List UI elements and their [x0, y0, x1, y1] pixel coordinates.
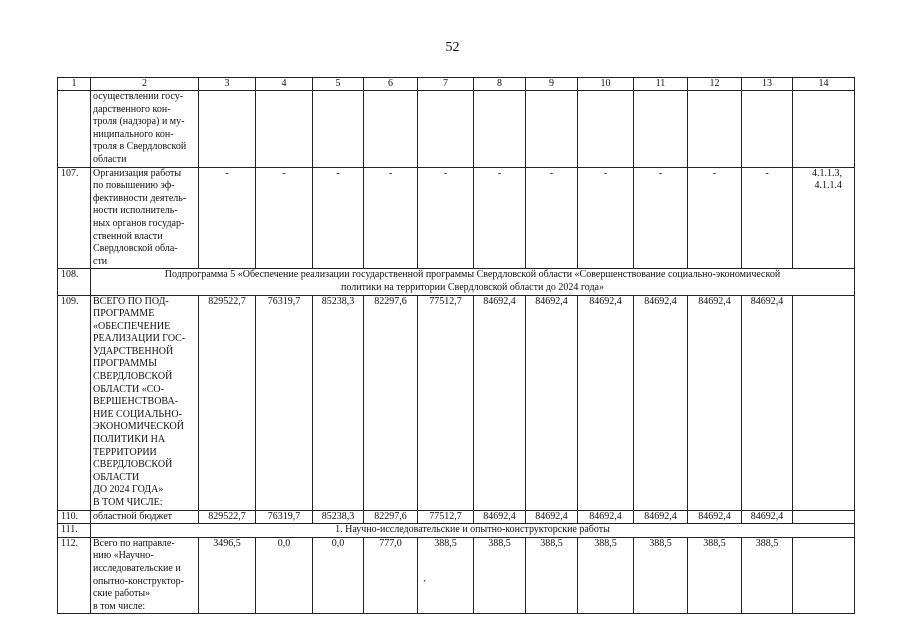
value-cell: 84692,4	[688, 295, 742, 510]
header-cell: 5	[313, 78, 364, 91]
table-row	[58, 524, 855, 538]
value-cell	[418, 91, 474, 168]
header-cell: 6	[364, 78, 418, 91]
row-name: осуществлении госу- дарственного кон- троля (надзора) и му- ниципального кон- троля в Свердловской области	[91, 91, 199, 168]
value-cell: 82297,6	[364, 510, 418, 524]
value-cell	[742, 91, 793, 168]
header-cell: 7	[418, 78, 474, 91]
reference-cell: 4.1.1.3, 4.1.1.4	[793, 167, 855, 269]
header-cell: 14	[793, 78, 855, 91]
value-cell: 84692,4	[634, 295, 688, 510]
value-cell: 84692,4	[526, 510, 578, 524]
value-cell: 76319,7	[256, 295, 313, 510]
value-cell: 84692,4	[526, 295, 578, 510]
row-number: 112.	[58, 537, 91, 614]
row-name: ВСЕГО ПО ПОД- ПРОГРАММЕ «ОБЕСПЕЧЕНИЕ РЕАЛИЗАЦИИ ГОС- УДАРСТВЕННОЙ ПРОГРАММЫ СВЕРДЛОВСКОЙ ОБЛАСТИ «СО- ВЕРШЕНСТВОВА- НИЕ СОЦИАЛЬНО- ЭКОНОМИЧЕСКОЙ ПОЛИТИКИ НА ТЕРРИТОРИИ СВЕРДЛОВСКОЙ ОБЛАСТИ ДО 2024 ГОДА» В ТОМ ЧИСЛЕ:	[91, 295, 199, 510]
table-row	[58, 269, 855, 295]
value-cell: 0,0	[256, 537, 313, 614]
value-cell: 84692,4	[742, 295, 793, 510]
value-cell: -	[313, 167, 364, 269]
value-cell: 829522,7	[199, 510, 256, 524]
value-cell	[578, 91, 634, 168]
budget-table	[57, 77, 855, 614]
value-cell: 85238,3	[313, 295, 364, 510]
value-cell: 76319,7	[256, 510, 313, 524]
value-cell: -	[256, 167, 313, 269]
table-row	[58, 537, 855, 614]
value-cell: 388,5	[526, 537, 578, 614]
table-row	[58, 91, 855, 168]
value-cell: 84692,4	[742, 510, 793, 524]
value-cell: 84692,4	[634, 510, 688, 524]
header-row	[58, 78, 855, 91]
value-cell: 82297,6	[364, 295, 418, 510]
value-cell: -	[634, 167, 688, 269]
value-cell: 84692,4	[474, 510, 526, 524]
value-cell: 84692,4	[474, 295, 526, 510]
value-cell: 777,0	[364, 537, 418, 614]
value-cell: 0,0	[313, 537, 364, 614]
header-cell: 8	[474, 78, 526, 91]
value-cell: -	[364, 167, 418, 269]
value-cell	[474, 91, 526, 168]
value-cell: 85238,3	[313, 510, 364, 524]
reference-cell	[793, 537, 855, 614]
value-cell: -	[199, 167, 256, 269]
value-cell: -	[688, 167, 742, 269]
row-number: 111.	[58, 524, 91, 538]
table-row	[58, 510, 855, 524]
header-cell: 10	[578, 78, 634, 91]
reference-cell	[793, 91, 855, 168]
value-cell: 3496,5	[199, 537, 256, 614]
header-cell: 11	[634, 78, 688, 91]
value-cell	[199, 91, 256, 168]
value-cell: -	[526, 167, 578, 269]
row-name: Организация работы по повышению эф- фективности деятель- ности исполнитель- ных органов государ- ственной власти Свердловской обла- сти	[91, 167, 199, 269]
header-cell: 1	[58, 78, 91, 91]
value-cell: -	[418, 167, 474, 269]
row-number: 110.	[58, 510, 91, 524]
value-cell: 388,5	[742, 537, 793, 614]
header-cell: 13	[742, 78, 793, 91]
value-cell: 388,5	[418, 537, 474, 614]
value-cell: 388,5	[474, 537, 526, 614]
value-cell: 84692,4	[578, 510, 634, 524]
row-number: 109.	[58, 295, 91, 510]
row-number: 107.	[58, 167, 91, 269]
value-cell: 77512,7	[418, 510, 474, 524]
value-cell	[526, 91, 578, 168]
header-cell: 12	[688, 78, 742, 91]
row-name: Всего по направле- нию «Научно- исследовательские и опытно-конструктор- ские работы» в том числе:	[91, 537, 199, 614]
subprogram-title: Подпрограмма 5 «Обеспечение реализации государственной программы Свердловской области «Совершенствование социально-экономической политики на территории Свердловской области до 2024 года»	[91, 269, 855, 295]
value-cell: 829522,7	[199, 295, 256, 510]
value-cell: -	[742, 167, 793, 269]
value-cell	[688, 91, 742, 168]
value-cell: 388,5	[634, 537, 688, 614]
value-cell: 84692,4	[688, 510, 742, 524]
value-cell: 84692,4	[578, 295, 634, 510]
header-cell: 2	[91, 78, 199, 91]
row-number	[58, 91, 91, 168]
value-cell	[313, 91, 364, 168]
header-cell: 9	[526, 78, 578, 91]
table-row	[58, 295, 855, 510]
value-cell: 388,5	[688, 537, 742, 614]
value-cell: -	[578, 167, 634, 269]
value-cell: 77512,7	[418, 295, 474, 510]
row-name: областной бюджет	[91, 510, 199, 524]
value-cell: -	[474, 167, 526, 269]
value-cell	[634, 91, 688, 168]
reference-cell	[793, 295, 855, 510]
value-cell	[256, 91, 313, 168]
page-number: 52	[445, 40, 460, 55]
row-number: 108.	[58, 269, 91, 295]
header-cell: 4	[256, 78, 313, 91]
header-cell: 3	[199, 78, 256, 91]
stray-mark: ‚	[423, 574, 426, 583]
value-cell: 388,5	[578, 537, 634, 614]
value-cell	[364, 91, 418, 168]
table-row	[58, 167, 855, 269]
section-title: 1. Научно-исследовательские и опытно-конструкторские работы	[91, 524, 855, 538]
reference-cell	[793, 510, 855, 524]
